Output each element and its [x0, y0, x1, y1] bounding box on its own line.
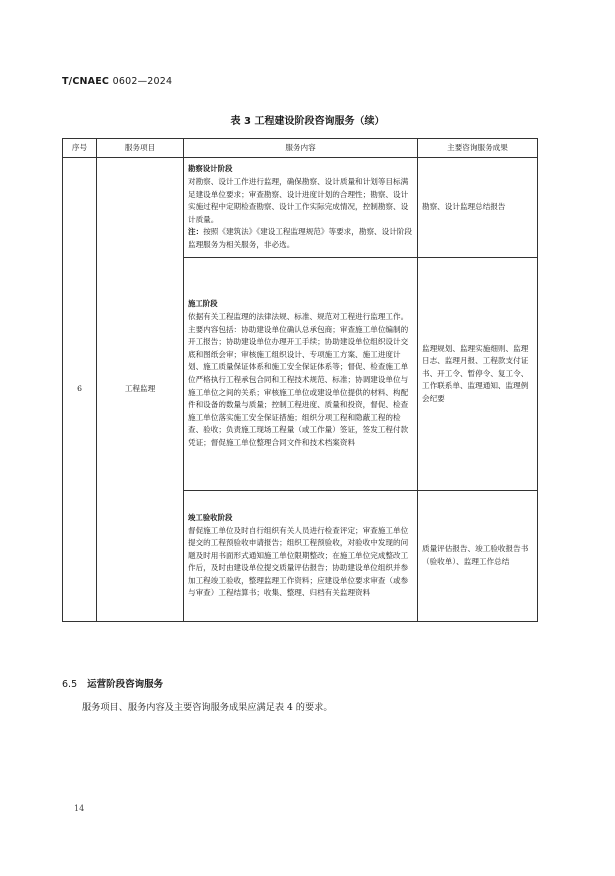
table-title: 表 3 工程建设阶段咨询服务（续）	[230, 116, 385, 127]
note-text: 按照《建筑法》《建设工程监理规范》等要求，勘察、设计阶段监理服务为相关服务，非必选。	[188, 227, 413, 249]
stage-title: 施工阶段	[188, 299, 218, 309]
column-header-number: 序号	[63, 139, 97, 158]
column-header-result: 主要咨询服务成果	[418, 139, 538, 158]
stage-text: 主要内容包括：协助建设单位确认总承包商；审查施工单位编制的开工报告；协助建设单位办理开工手续；协助建设单位组织设计交底和图纸会审；审核施工组织设计、专项施工方案、施工进度计划、施工质量保证体系和施工安全保证体系等；督促、检查施工单位严格执行工程承包合同和工程技术规范、标准；协调建设单位与施工单位之间的关系；审核施工单位或建设单位提供的材料、构配件和设备的数量与质量；控制工程进度、质量和投资，督促、检查施工单位落实施工安全保证措施；组织分项工程和隐蔽工程的检查、验收；负责施工现场工程量（或工作量）签证，签发工程付款凭证；督促施工单位整理合同文件和技术档案资料	[188, 324, 409, 447]
table-header-row	[63, 139, 538, 158]
standard-code-prefix: T/CNAEC	[62, 76, 110, 87]
content-cell-survey-design	[184, 158, 418, 258]
stage-text: 对勘察、设计工作进行监理，确保勘察、设计质量和计划等目标满足建设单位要求；审查勘察、设计进度计划的合理性；勘察、设计实施过程中定期检查勘察、设计工作实际完成情况，控制勘察、设计质量。	[188, 177, 409, 224]
column-header-content: 服务内容	[184, 139, 418, 158]
result-cell-construction: 监理规划、监理实施细则、监理日志、监理月报、工程款支付证书、开工令、暂停令、复工令、工作联系单、监理通知、监理例会纪要	[418, 258, 538, 491]
row-number: 6	[63, 158, 97, 622]
standard-code-number: 0602—2024	[112, 76, 173, 87]
standard-code	[62, 76, 172, 87]
service-table	[62, 138, 538, 622]
stage-text: 依据有关工程监理的法律法规、标准、规范对工程进行监理工作。	[188, 312, 409, 322]
section-paragraph: 服务项目、服务内容及主要咨询服务成果应满足表 4 的要求。	[82, 702, 333, 713]
result-cell-completion: 质量评估报告、竣工验收报告书（验收单）、监理工作总结	[418, 491, 538, 622]
stage-text: 督促施工单位及时自行组织有关人员进行检查评定；审查施工单位提交的工程预验收申请报告；组织工程预验收，对验收中发现的问题及时用书面形式通知施工单位限期整改；在施工单位完成整改工作后，及时由建设单位提交质量评估报告；协助建设单位组织并参加工程竣工验收，整理监理工作资料；应建设单位要求审查（或参与审查）工程结算书；收集、整理、归档有关监理资料	[188, 525, 409, 598]
page-number: 14	[74, 804, 85, 813]
stage-title: 竣工验收阶段	[188, 512, 233, 522]
note-label: 注：	[188, 227, 204, 237]
stage-title: 勘察设计阶段	[188, 164, 233, 174]
section-number: 6.5	[62, 679, 78, 690]
table-row	[63, 158, 538, 258]
content-cell-completion	[184, 491, 418, 622]
stage-note	[188, 226, 413, 251]
row-service-item: 工程监理	[97, 158, 184, 622]
section-heading	[62, 676, 163, 690]
result-cell-survey-design: 勘察、设计监理总结报告	[418, 158, 538, 258]
section-title: 运营阶段咨询服务	[87, 679, 164, 690]
column-header-item: 服务项目	[97, 139, 184, 158]
content-cell-construction	[184, 258, 418, 491]
